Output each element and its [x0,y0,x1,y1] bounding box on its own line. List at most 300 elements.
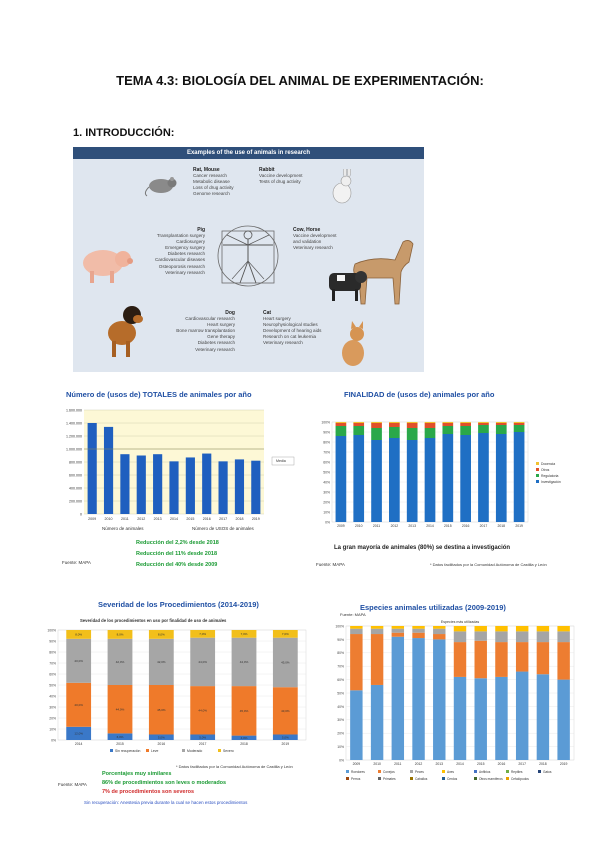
x-tick-label: 2011 [121,517,129,521]
data-label: 45,0% [281,660,290,665]
x-tick-label: 2019 [515,524,523,528]
legend-swatch [410,770,413,773]
totals-source: Fuente: MAPA [62,560,91,565]
group-pig [133,227,205,276]
bar-segment [392,637,404,760]
group-item: Vaccine development [259,173,303,179]
bar-segment [350,626,362,629]
bar-segment [433,634,445,639]
x-tick-label: 2011 [394,762,402,766]
species-stacked-chart [330,618,578,786]
x-tick-label: 2017 [219,517,228,521]
bar-segment [371,629,383,634]
y-tick-label: 30% [49,705,56,710]
y-tick-label: 0% [51,738,56,743]
group-item: and validation [293,239,322,245]
x-tick-label: 2014 [74,742,83,746]
bar-segment [478,425,489,433]
animals-research-infographic [73,147,424,372]
y-tick-label: 80% [323,440,330,445]
x-tick-label: 2015 [116,742,124,746]
bar-segment [389,438,400,522]
y-tick-label: 90% [337,637,344,642]
data-label: 42,0% [115,660,125,665]
legend-label: Cefalópodos [511,777,529,781]
legend-label: Otros mamíferos [479,777,503,781]
severity-note-1: Porcentajes muy similares [102,771,172,777]
totals-footer-legend-2: Número de USOS de animales [192,526,254,531]
legend-swatch [536,462,539,465]
y-tick-label: 1.000.000 [66,447,82,452]
data-label: 44,0% [198,708,207,713]
bar-segment [389,422,400,423]
group-item: Neurophysiological studies [263,322,318,328]
bar-segment [516,642,528,671]
legend-label: Gatos [543,770,552,774]
group-title: Cat [263,310,272,316]
purpose-stacked-chart [316,418,572,534]
x-tick-label: 2018 [235,517,244,521]
data-label: 43,0% [281,709,290,714]
bar-segment [460,435,471,522]
legend-swatch [474,770,477,773]
y-tick-label: 40% [49,694,56,699]
legend-swatch [218,749,221,752]
bar-segment [433,626,445,629]
x-tick-label: 2009 [88,517,97,521]
rabbit-icon [328,169,358,205]
group-item: Research on cat leukemia [263,334,317,340]
section-heading: 1. INTRODUCCIÓN: [73,127,175,139]
y-tick-label: 70% [49,661,56,666]
species-source: Fuente: MAPA [340,612,366,617]
severity-note-2: 86% de procedimientos son leves o moderados [102,780,227,786]
bar-segment [350,634,362,690]
data-label: 44,0% [239,660,249,665]
bar-segment [495,642,507,677]
x-tick-label: 2018 [240,742,248,746]
bar-segment [460,426,471,435]
bar-segment [460,423,471,426]
bar-segment [516,672,528,760]
y-tick-label: 90% [323,430,330,435]
bar-segment [516,626,528,631]
legend-label: Severo [223,749,234,753]
legend-swatch [474,777,477,780]
bar-segment [425,428,436,438]
bar [202,454,211,514]
legend-swatch [442,777,445,780]
bar-segment [412,633,424,638]
group-title: Pig [197,227,205,233]
bar-segment [425,423,436,428]
severity-stacked-chart [40,624,314,756]
bar-segment [407,440,418,522]
bar-segment [371,626,383,629]
y-tick-label: 100% [335,624,344,629]
group-item: Metabolic disease [193,179,230,185]
legend-label: Caballos [415,777,428,781]
y-tick-label: 10% [49,727,56,732]
y-tick-label: 800.000 [69,460,82,465]
bar-segment [495,677,507,760]
legend-label: Docencia [541,462,556,466]
x-tick-label: 2010 [373,762,381,766]
y-tick-label: 50% [49,683,56,688]
bar-segment [454,626,466,631]
severity-note-3: 7% de procedimientos son severos [102,789,195,795]
legend-swatch [536,474,539,477]
legend-label: Investigación [541,480,561,484]
bar-segment [495,626,507,631]
inner-title: Especies más utilizadas [440,620,480,624]
group-item: Emergency surgery [165,245,205,251]
bar-segment [371,634,383,685]
y-tick-label: 40% [323,480,330,485]
bar-segment [392,633,404,637]
data-label: 8,0% [75,632,83,637]
species-chart-title: Especies animales utilizadas (2009-2019) [360,603,506,612]
bar-segment [514,423,525,425]
legend-label: Leve [151,749,159,753]
bar [88,423,97,514]
group-item: Heart surgery [263,316,291,322]
group-item: Genome research [193,191,230,197]
severity-chart-title: Severidad de los Procedimientos (2014-2019) [98,600,259,609]
bar-segment [336,422,347,423]
legend-label: Primates [383,777,396,781]
y-tick-label: 0% [325,520,330,525]
bar-segment [433,629,445,634]
x-tick-label: 2018 [497,524,506,528]
x-tick-label: 2009 [352,762,361,766]
y-tick-label: 400.000 [69,486,82,491]
bar [153,454,162,514]
x-tick-label: 2018 [539,762,547,766]
severity-inner-title: Severidad de los procedimientos en uso por finalidad de uso de animales [80,618,227,623]
vitruvian-man-icon [215,219,281,289]
y-tick-label: 0% [339,758,344,763]
legend-swatch [110,749,113,752]
bar-segment [336,436,347,522]
y-tick-label: 70% [323,450,330,455]
group-item: Cardiosurgery [176,239,205,245]
bar-segment [350,690,362,760]
data-label: 7,0% [240,632,248,637]
bar-segment [425,438,436,522]
legend-label: Perros [351,777,361,781]
data-label: 8,0% [116,632,124,637]
group-item: Cardiovascular research [185,316,235,322]
severity-note-blue: Sin recuperación: Anestesia previa durante la cual se hacen estos procedimientos [84,800,248,805]
document-title: TEMA 4.3: BIOLOGÍA DEL ANIMAL DE EXPERIMENTACIÓN: [116,73,484,88]
data-label: 45,0% [157,707,166,712]
bar-segment [537,626,549,631]
x-tick-label: 2017 [198,742,207,746]
group-item: Osteoporosis research [158,263,205,269]
totals-chart-title: Número de (usos de) TOTALES de animales por año [66,390,252,399]
bar-segment [557,626,569,631]
bar-segment [557,680,569,760]
x-tick-label: 2017 [479,524,488,528]
data-label: 4,0% [240,736,248,740]
bar-segment [336,423,347,426]
totals-footer-legend: Número de animales [102,526,144,531]
y-tick-label: 100% [47,628,56,633]
x-tick-label: 2014 [426,524,434,528]
group-rabbit [259,167,303,185]
group-cow-horse [293,227,337,251]
data-label: 44,0% [198,660,207,665]
bar-segment [478,423,489,425]
group-item: Transplantation surgery [156,233,205,239]
x-tick-label: 2015 [186,517,195,521]
y-tick-label: 1.400.000 [66,421,82,426]
bar-segment [454,642,466,677]
x-tick-label: 2009 [337,524,345,528]
bar-segment [389,423,400,427]
x-tick-label: 2014 [456,762,464,766]
y-tick-label: 600.000 [69,473,82,478]
bar [104,427,113,514]
y-tick-label: 80% [49,650,56,655]
legend-swatch [536,480,539,483]
legend-label: Regulatoria [541,474,559,478]
legend-swatch [506,777,509,780]
group-rat-mouse [193,167,234,197]
bar-segment [371,685,383,760]
bar [219,461,228,514]
bar-segment [478,422,489,423]
group-title: Rabbit [259,167,275,173]
legend-swatch [410,777,413,780]
y-tick-label: 30% [323,490,330,495]
bar [169,461,178,514]
data-label: 6,0% [116,734,124,739]
bar-segment [350,629,362,634]
group-item: Veterinary research [263,340,303,346]
data-label: 8,0% [157,632,165,637]
y-tick-label: 50% [337,691,344,696]
totals-bar-chart [54,404,298,528]
x-tick-label: 2016 [202,517,211,521]
x-tick-label: 2012 [414,762,423,766]
bar-segment [389,427,400,438]
bar-segment [433,639,445,760]
bar-segment [371,440,382,522]
bar-segment [442,434,453,522]
legend-label: Roedores [351,770,365,774]
legend-swatch [538,770,541,773]
bar-segment [496,423,507,425]
group-item: Cardiovascular diseases [154,257,205,263]
x-tick-label: 2013 [408,524,416,528]
bar-segment [557,631,569,642]
group-item: Loss of drug activity [193,185,234,191]
bar-segment [475,631,487,640]
bar-segment [442,426,453,434]
y-tick-label: 60% [323,460,330,465]
x-tick-label: 2010 [354,524,363,528]
bar-segment [496,434,507,522]
x-tick-label: 2017 [518,762,526,766]
data-label: 7,0% [199,632,207,637]
bar-segment [412,629,424,633]
legend-label: Media [276,459,286,463]
bar [235,459,244,514]
cat-icon [335,317,375,369]
dog-icon [98,299,150,359]
y-tick-label: 0 [80,512,82,517]
x-tick-label: 2013 [435,762,444,766]
legend-swatch [378,770,381,773]
legend-swatch [182,749,185,752]
y-tick-label: 10% [323,510,330,515]
legend-label: Otros [541,468,550,472]
bar-segment [371,422,382,423]
y-tick-label: 40% [337,704,344,709]
group-item: Veterinary research [293,245,333,251]
severity-source: Fuente: MAPA [58,782,87,787]
x-tick-label: 2016 [461,524,470,528]
purpose-footnote: * Datos facilitados por la Comunidad Autónoma de Castilla y León [430,562,547,567]
bar [251,461,260,514]
x-tick-label: 2012 [390,524,399,528]
legend-swatch [378,777,381,780]
bar-segment [371,423,382,428]
x-tick-label: 2016 [157,742,166,746]
group-dog [155,310,235,353]
bar-segment [514,425,525,432]
legend-swatch [536,468,539,471]
data-label: 44,0% [115,707,125,712]
legend-label: Conejos [383,770,395,774]
bar-segment [514,432,525,522]
legend-swatch [506,770,509,773]
bar-segment [475,678,487,760]
bar-segment [454,677,466,760]
legend-swatch [346,777,349,780]
data-label: 5,0% [281,735,289,740]
legend-label: Reptiles [511,770,523,774]
bar-segment [442,423,453,426]
bar [120,454,129,514]
y-tick-label: 60% [49,672,56,677]
pig-icon [78,239,133,287]
data-label: 40,0% [74,703,83,707]
bar-segment [475,626,487,631]
bar-segment [392,626,404,629]
group-title: Rat, Mouse [193,167,220,173]
x-tick-label: 2019 [559,762,568,766]
x-tick-label: 2016 [497,762,506,766]
bar [137,456,146,515]
purpose-caption: La gran mayoría de animales (80%) se destina a investigación [334,545,511,551]
bar-segment [495,631,507,642]
bar-segment [412,626,424,629]
bar-segment [353,422,364,423]
bar-segment [514,422,525,423]
y-tick-label: 20% [337,731,344,736]
x-tick-label: 2011 [372,524,381,528]
bar-segment [407,423,418,428]
bar-segment [392,629,404,633]
group-item: Diabetes research [197,340,235,346]
data-label: 5,0% [199,735,207,740]
bar-segment [371,428,382,440]
bar-segment [353,435,364,522]
group-cat [263,310,321,347]
x-tick-label: 2010 [104,517,113,521]
group-item: Vaccine development [293,233,337,239]
data-label: 40,0% [74,659,83,663]
severity-footnote: * Datos facilitados por la Comunidad Autónoma de Castilla y León [176,764,293,769]
group-item: Veterinary research [165,269,205,275]
bar-segment [496,422,507,423]
group-title: Cow, Horse [293,227,321,233]
bar-segment [425,422,436,423]
bar-segment [475,641,487,679]
bar-segment [537,631,549,642]
group-item: Cancer research [193,173,227,179]
legend-swatch [146,749,149,752]
data-label: 7,0% [281,632,289,637]
bar-segment [353,426,364,435]
x-tick-label: 2012 [137,517,146,521]
legend-label: Peces [415,770,424,774]
bar-segment [454,631,466,642]
group-item: Heart surgery [207,322,235,328]
y-tick-label: 20% [49,716,56,721]
bar-segment [537,642,549,674]
bar-segment [412,638,424,760]
group-item: Gene therapy [207,334,235,340]
y-tick-label: 80% [337,651,344,656]
y-tick-label: 60% [337,678,344,682]
bar-segment [442,422,453,423]
bar-segment [407,422,418,423]
y-tick-label: 200.000 [69,499,82,504]
bar [186,457,195,514]
group-item: Tests of drug activity [259,179,301,185]
legend-label: Cerdos [447,777,458,781]
bar-segment [478,433,489,522]
purpose-source: Fuente: MAPA [316,562,345,567]
bar-segment [557,642,569,680]
y-tick-label: 90% [49,639,56,644]
group-title: Dog [225,310,235,316]
bar-segment [516,631,528,642]
bar-segment [336,426,347,436]
data-label: 42,0% [157,660,166,665]
totals-note-2: Reducción del 11% desde 2018 [136,551,218,557]
bar-segment [407,428,418,440]
bar-segment [537,674,549,760]
bar-segment [460,422,471,423]
legend-swatch [442,770,445,773]
x-tick-label: 2013 [153,517,162,521]
legend-label: Sin recuperación [115,749,141,753]
x-tick-label: 2014 [170,517,178,521]
y-tick-label: 50% [323,470,330,475]
x-tick-label: 2015 [444,524,452,528]
data-label: 12,0% [74,731,83,736]
totals-note-3: Reducción del 40% desde 2009 [136,562,218,568]
y-tick-label: 20% [323,500,330,505]
group-item: Development of hearing aids [263,328,322,334]
legend-swatch [346,770,349,773]
y-tick-label: 100% [321,420,330,425]
